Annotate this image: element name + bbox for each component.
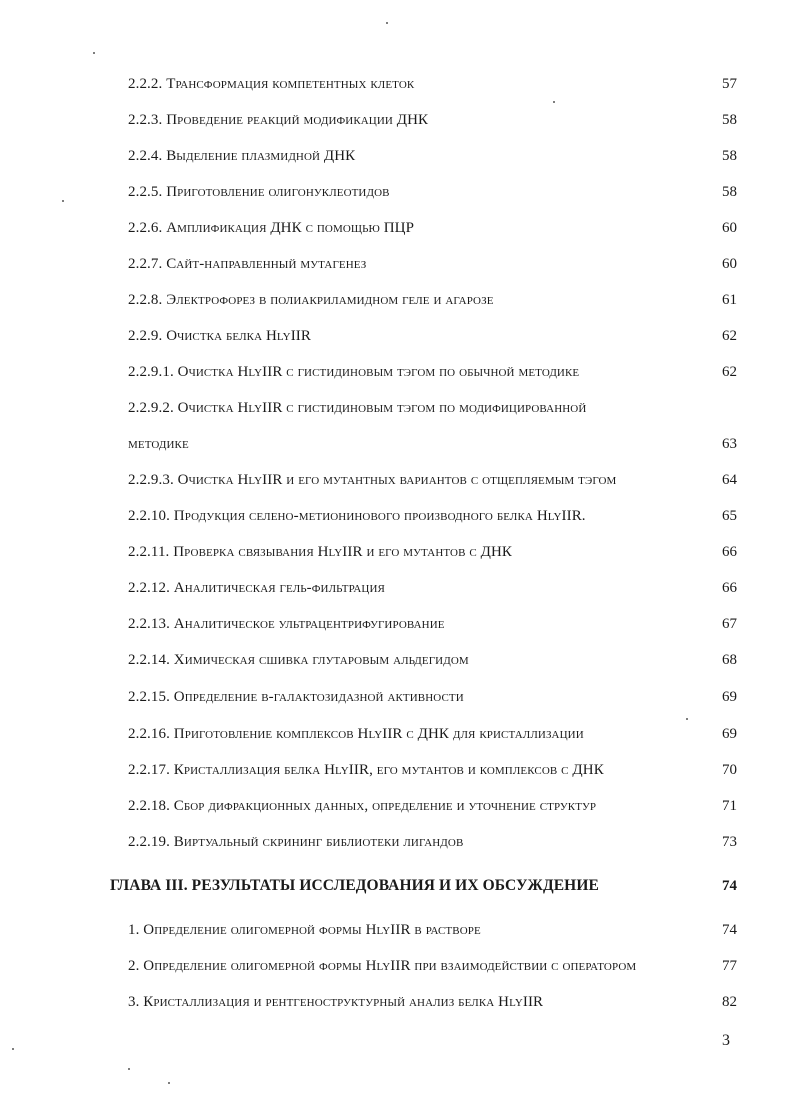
toc-section-title: 3. Кристаллизация и рентгеноструктурный анализ белка HlyIIR xyxy=(128,994,544,1010)
toc-entry-title: 2.2.9.2. Очистка HlyIIR с гистидиновым тэгом по модифицированной xyxy=(128,400,587,416)
toc-entry-page: 58 xyxy=(722,184,737,200)
scan-speck xyxy=(686,718,688,720)
scan-speck xyxy=(12,1048,14,1050)
toc-entry-2-2-3 xyxy=(0,108,794,132)
toc-entry-title: 2.2.9.3. Очистка HlyIIR и его мутантных вариантов с отщепляемым тэгом xyxy=(128,472,617,488)
toc-section-title: 1. Определение олигомерной формы HlyIIR в растворе xyxy=(128,922,481,938)
toc-entry-page: 68 xyxy=(722,652,737,668)
toc-entry-title: 2.2.12. Аналитическая гель-фильтрация xyxy=(128,580,385,596)
toc-entry-page: 66 xyxy=(722,544,737,560)
toc-entry-2-2-10 xyxy=(0,504,794,528)
toc-entry-2-2-17 xyxy=(0,758,794,782)
scan-speck xyxy=(128,1068,130,1070)
toc-entry-page: 71 xyxy=(722,798,737,814)
toc-entry-2-2-9-2 xyxy=(0,396,794,420)
toc-entry-title: методике xyxy=(128,436,189,452)
toc-entry-2-2-9 xyxy=(0,324,794,348)
toc-entry-2-2-15 xyxy=(0,685,794,709)
toc-section-page: 77 xyxy=(722,958,737,974)
toc-section-3 xyxy=(0,990,794,1014)
toc-entry-page: 67 xyxy=(722,616,737,632)
toc-entry-page: 69 xyxy=(722,726,737,742)
toc-entry-title: 2.2.17. Кристаллизация белка HlyIIR, его мутантов и комплексов с ДНК xyxy=(128,762,604,778)
scan-speck xyxy=(386,22,388,24)
toc-entry-title: 2.2.15. Определение β-галактозидазной активности xyxy=(128,689,464,705)
toc-entry-page: 69 xyxy=(722,689,737,705)
toc-entry-page: 62 xyxy=(722,328,737,344)
toc-entry-2-2-2 xyxy=(0,72,794,96)
toc-entry-title: 2.2.11. Проверка связывания HlyIIR и его мутантов с ДНК xyxy=(128,544,513,560)
toc-entry-page: 60 xyxy=(722,256,737,272)
toc-entry-page: 73 xyxy=(722,834,737,850)
toc-entry-page: 58 xyxy=(722,148,737,164)
toc-entry-title: 2.2.2. Трансформация компетентных клеток xyxy=(128,76,415,92)
toc-entry-2-2-13 xyxy=(0,612,794,636)
toc-entry-page: 65 xyxy=(722,508,737,524)
toc-entry-2-2-7 xyxy=(0,252,794,276)
toc-entry-title: 2.2.13. Аналитическое ультрацентрифугирование xyxy=(128,616,445,632)
toc-entry-title: 2.2.5. Приготовление олигонуклеотидов xyxy=(128,184,390,200)
chapter-page: 74 xyxy=(722,878,737,894)
scan-speck xyxy=(168,1082,170,1084)
toc-entry-2-2-19 xyxy=(0,830,794,854)
scan-speck xyxy=(62,200,64,202)
toc-entry-2-2-16 xyxy=(0,722,794,746)
toc-entry-2-2-8 xyxy=(0,288,794,312)
toc-entry-page: 57 xyxy=(722,76,737,92)
toc-entry-page: 66 xyxy=(722,580,737,596)
toc-entry-title: 2.2.9.1. Очистка HlyIIR с гистидиновым тэгом по обычной методике xyxy=(128,364,580,380)
toc-entry-page: 63 xyxy=(722,436,737,452)
toc-section-page: 74 xyxy=(722,922,737,938)
page-number: 3 xyxy=(722,1032,730,1049)
toc-entry-page: 70 xyxy=(722,762,737,778)
toc-section-page: 82 xyxy=(722,994,737,1010)
toc-entry-title: 2.2.10. Продукция селено-метионинового производного белка HlyIIR. xyxy=(128,508,586,524)
toc-entry-title: 2.2.14. Химическая сшивка глутаровым альдегидом xyxy=(128,652,469,668)
toc-entry-title: 2.2.3. Проведение реакций модификации ДНК xyxy=(128,112,429,128)
toc-entry-2-2-18 xyxy=(0,794,794,818)
toc-entry-page: 58 xyxy=(722,112,737,128)
toc-entry-2-2-11 xyxy=(0,540,794,564)
toc-entry-title: 2.2.16. Приготовление комплексов HlyIIR с ДНК для кристаллизации xyxy=(128,726,584,742)
toc-section-title: 2. Определение олигомерной формы HlyIIR при взаимодействии с оператором xyxy=(128,958,637,974)
toc-entry-page: 60 xyxy=(722,220,737,236)
toc-entry-2-2-9-3 xyxy=(0,468,794,492)
toc-entry-2-2-9-1 xyxy=(0,360,794,384)
toc-entry-title: 2.2.9. Очистка белка HlyIIR xyxy=(128,328,311,344)
toc-entry-2-2-4 xyxy=(0,144,794,168)
toc-entry-title: 2.2.6. Амплификация ДНК с помощью ПЦР xyxy=(128,220,415,236)
toc-entry-title: 2.2.8. Электрофорез в полиакриламидном геле и агарозе xyxy=(128,292,494,308)
toc-entry-title: 2.2.18. Сбор дифракционных данных, определение и уточнение структур xyxy=(128,798,597,814)
toc-section-2 xyxy=(0,954,794,978)
chapter-title: ГЛАВА III. РЕЗУЛЬТАТЫ ИССЛЕДОВАНИЯ И ИХ ОБСУЖДЕНИЕ xyxy=(110,877,599,894)
toc-entry-title: 2.2.7. Сайт-направленный мутагенез xyxy=(128,256,367,272)
toc-entry-2-2-9-2-cont xyxy=(0,432,794,456)
toc-entry-title: 2.2.19. Виртуальный скрининг библиотеки лигандов xyxy=(128,834,464,850)
toc-entry-title: 2.2.4. Выделение плазмидной ДНК xyxy=(128,148,356,164)
scan-speck xyxy=(93,52,95,54)
toc-entry-page: 64 xyxy=(722,472,737,488)
toc-entry-page: 61 xyxy=(722,292,737,308)
scan-speck xyxy=(553,101,555,103)
toc-entry-2-2-5 xyxy=(0,180,794,204)
toc-entry-page: 62 xyxy=(722,364,737,380)
toc-entry-2-2-14 xyxy=(0,648,794,672)
toc-section-1 xyxy=(0,918,794,942)
toc-entry-2-2-6 xyxy=(0,216,794,240)
toc-entry-2-2-12 xyxy=(0,576,794,600)
toc-chapter-3 xyxy=(0,874,794,898)
